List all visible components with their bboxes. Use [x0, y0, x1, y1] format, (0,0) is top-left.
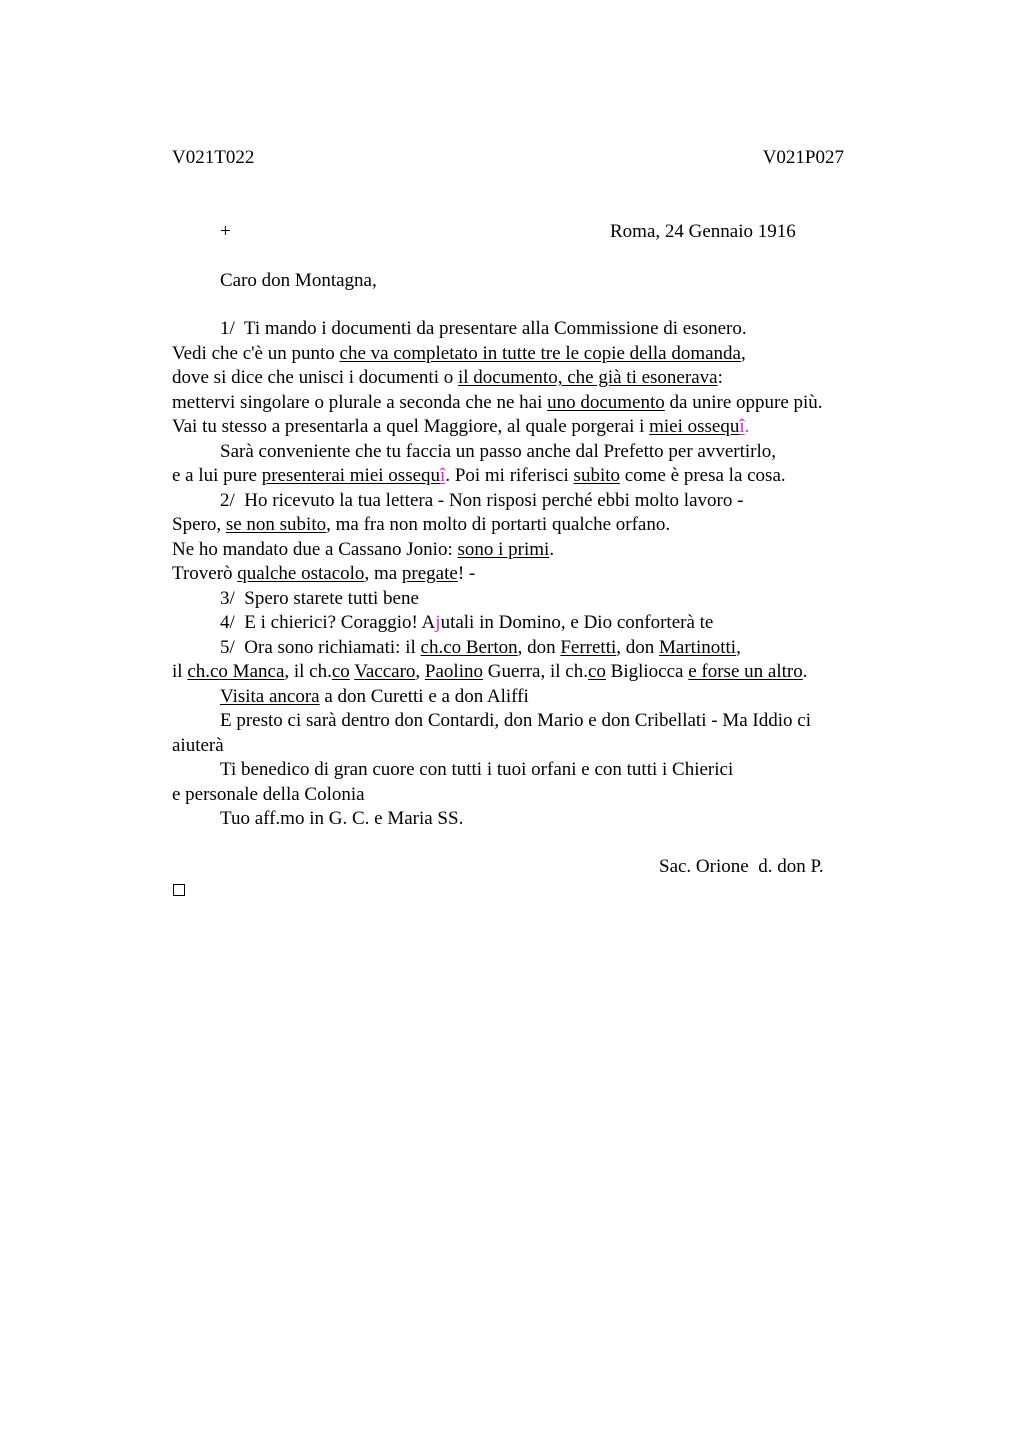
text-segment: E presto ci sarà dentro don Contardi, don Mario e don Cribellati - Ma Iddio ci	[220, 710, 811, 731]
underlined-text: subito	[573, 465, 620, 486]
body-line	[172, 562, 475, 586]
body-line	[172, 464, 786, 488]
header-left-code: V021T022	[172, 147, 255, 168]
text-segment: Vai tu stesso a presentarla a quel Maggiore, al quale porgerai i	[172, 416, 650, 437]
body-line	[220, 636, 741, 660]
text-segment: . Poi mi riferisci	[445, 465, 574, 486]
body-line	[172, 391, 823, 415]
underlined-text: Ferretti	[560, 636, 617, 658]
header-right-code: V021P027	[762, 147, 844, 168]
underlined-text: pregate	[401, 563, 458, 584]
text-segment: , ma	[364, 563, 402, 584]
text-segment: , ma fra non molto di portarti qualche orfano.	[326, 514, 671, 535]
text-segment: Ti benedico di gran cuore con tutti i tuoi orfani e con tutti i Chierici	[220, 759, 734, 780]
text-segment: Troverò	[172, 563, 238, 584]
text-segment: Ne ho mandato due a Cassano Jonio:	[172, 538, 458, 560]
underlined-text: co	[587, 661, 606, 682]
text-segment: 2/ Ho ricevuto la tua lettera - Non risposi perché ebbi molto lavoro -	[220, 489, 744, 511]
cross-mark: +	[220, 221, 231, 242]
text-segment: 4/ E i chierici? Coraggio! A	[220, 612, 436, 633]
text-segment: mettervi singolare o plurale a seconda che ne hai	[172, 391, 548, 413]
correction-text: j	[435, 612, 441, 633]
text-segment: dove si dice che unisci i documenti o	[172, 367, 458, 388]
text-segment: ,	[736, 636, 741, 658]
underlined-text: î	[739, 416, 745, 437]
body-line	[220, 758, 733, 782]
text-segment: Guerra, il ch.	[482, 661, 588, 682]
text-segment: come è presa la cosa.	[620, 465, 786, 486]
underlined-text: ch.co Berton	[420, 636, 518, 658]
underlined-text: presenterai miei ossequ	[261, 465, 441, 486]
text-segment: , don	[517, 636, 561, 658]
underlined-text: Martinotti	[659, 636, 737, 658]
underlined-text: qualche ostacolo	[237, 563, 365, 584]
text-segment: aiuterà	[172, 734, 224, 756]
body-line	[220, 709, 811, 733]
text-segment: ! -	[457, 563, 476, 584]
text-segment: Tuo aff.mo in G. C. e Maria SS.	[220, 808, 464, 829]
underlined-text: Paolino	[424, 661, 483, 682]
body-line	[220, 685, 529, 709]
body-line	[220, 611, 713, 635]
body-line	[172, 366, 723, 390]
underlined-text: co	[331, 661, 350, 682]
text-segment: Bigliocca	[605, 661, 689, 682]
text-segment: :	[717, 367, 723, 388]
text-segment: a don Curetti e a don Aliffi	[319, 685, 529, 707]
body-line	[172, 783, 365, 807]
text-segment: da unire oppure più.	[664, 391, 823, 413]
text-segment: 1/ Ti mando i documenti da presentare alla Commissione di esonero.	[220, 318, 747, 339]
text-segment: Vedi che c'è un punto	[172, 342, 340, 364]
body-line	[172, 538, 554, 562]
place-date: Roma, 24 Gennaio 1916	[610, 221, 796, 242]
body-line	[220, 489, 743, 513]
text-segment: ,	[415, 661, 425, 682]
signature: Sac. Orione d. don P.	[659, 856, 824, 877]
text-segment: .	[549, 538, 555, 560]
text-segment: utali in Domino, e Dio conforterà te	[440, 612, 714, 633]
body-line	[220, 587, 419, 611]
body-line	[220, 807, 463, 831]
underlined-text: e forse un altro	[688, 661, 803, 682]
underlined-text: uno documento	[547, 391, 665, 413]
text-segment: , il ch.	[284, 661, 332, 682]
text-segment: , don	[616, 636, 660, 658]
text-segment: e a lui pure	[172, 465, 262, 486]
body-line	[172, 342, 746, 366]
salutation: Caro don Montagna,	[220, 270, 377, 291]
underlined-text: sono i primi	[457, 538, 550, 560]
text-segment: ,	[741, 342, 746, 364]
text-segment: 5/ Ora sono richiamati: il	[220, 636, 421, 658]
body-line	[220, 317, 747, 341]
end-box-symbol	[173, 884, 185, 896]
body-line	[172, 734, 224, 758]
text-segment: Sarà conveniente che tu faccia un passo anche dal Prefetto per avvertirlo,	[220, 440, 777, 462]
body-line	[172, 660, 807, 684]
underlined-text: Vaccaro	[354, 661, 416, 682]
text-segment: il	[172, 661, 188, 682]
text-segment: 3/ Spero starete tutti bene	[220, 587, 419, 609]
underlined-text: se non subito	[225, 514, 327, 535]
underlined-text: che va completato in tutte tre le copie della domanda	[339, 342, 741, 364]
underlined-text: ch.co Manca	[187, 661, 285, 682]
underlined-text: î	[440, 465, 446, 486]
text-segment: .	[802, 661, 808, 682]
underlined-text: Visita ancora	[220, 685, 320, 707]
body-line	[220, 440, 776, 464]
correction-text: .	[744, 416, 750, 437]
text-segment: Spero,	[172, 514, 226, 535]
text-segment: e personale della Colonia	[172, 783, 365, 805]
body-line	[172, 415, 749, 439]
body-line	[172, 513, 670, 537]
underlined-text: miei ossequ	[649, 416, 740, 437]
underlined-text: il documento, che già ti esonerava	[457, 367, 718, 388]
